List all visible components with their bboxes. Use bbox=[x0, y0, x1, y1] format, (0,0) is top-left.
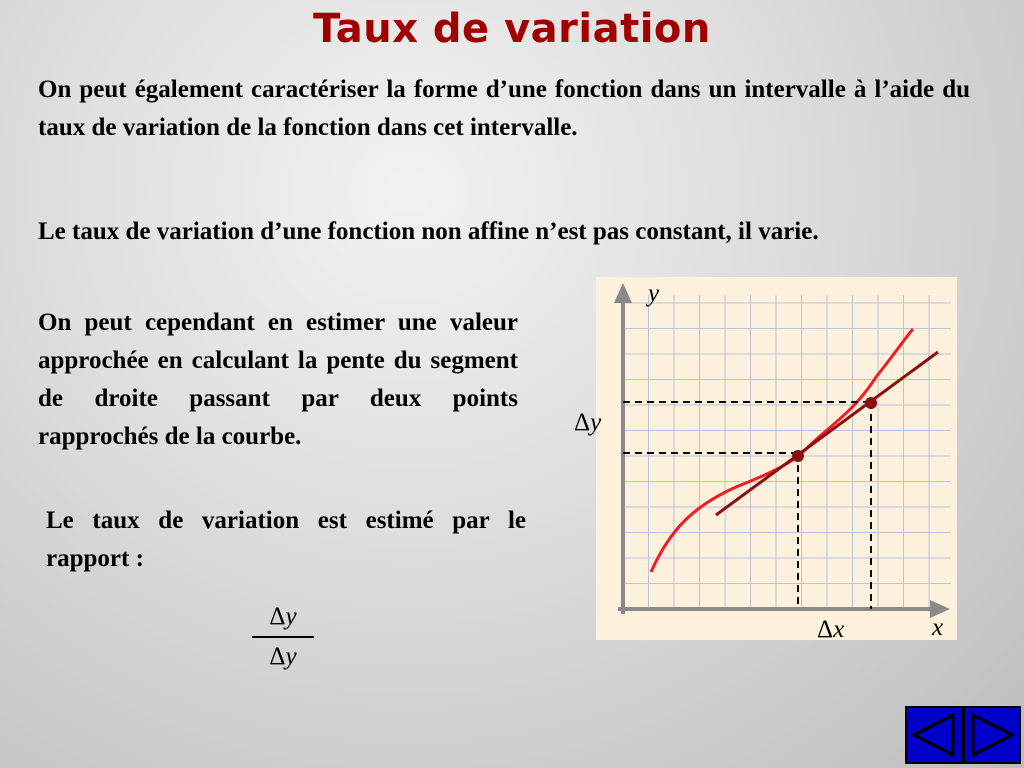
point-two bbox=[865, 397, 877, 409]
triangle-right-icon bbox=[965, 708, 1019, 762]
triangle-left-icon bbox=[907, 708, 961, 762]
fraction-bar bbox=[252, 636, 314, 638]
previous-slide-button[interactable] bbox=[905, 706, 963, 764]
secant-diagram bbox=[596, 277, 957, 640]
point-one bbox=[792, 450, 804, 462]
y-axis-label: y bbox=[648, 280, 660, 307]
delta-x-label: Δx bbox=[817, 616, 845, 643]
next-slide-button[interactable] bbox=[963, 706, 1021, 764]
x-axis-label: x bbox=[932, 614, 944, 641]
page-title: Taux de variation bbox=[313, 6, 711, 52]
ratio-paragraph: Le taux de variation est estimé par le rapport : bbox=[46, 507, 526, 572]
fraction-numerator: Δy bbox=[269, 603, 297, 630]
non-affine-paragraph: Le taux de variation d’une fonction non affine n’est pas constant, il varie. bbox=[38, 218, 819, 245]
delta-y-label: Δy bbox=[574, 409, 602, 436]
rate-fraction bbox=[252, 600, 314, 674]
approximation-paragraph: On peut cependant en estimer une valeur approchée en calculant la pente du segment de droite passant par deux points rapprochés de la courbe. bbox=[38, 309, 518, 450]
intro-paragraph: On peut également caractériser la forme d’une fonction dans un intervalle à l’aide du taux de variation de la fonction dans cet intervalle. bbox=[38, 76, 970, 141]
fraction-denominator: Δy bbox=[269, 643, 297, 670]
